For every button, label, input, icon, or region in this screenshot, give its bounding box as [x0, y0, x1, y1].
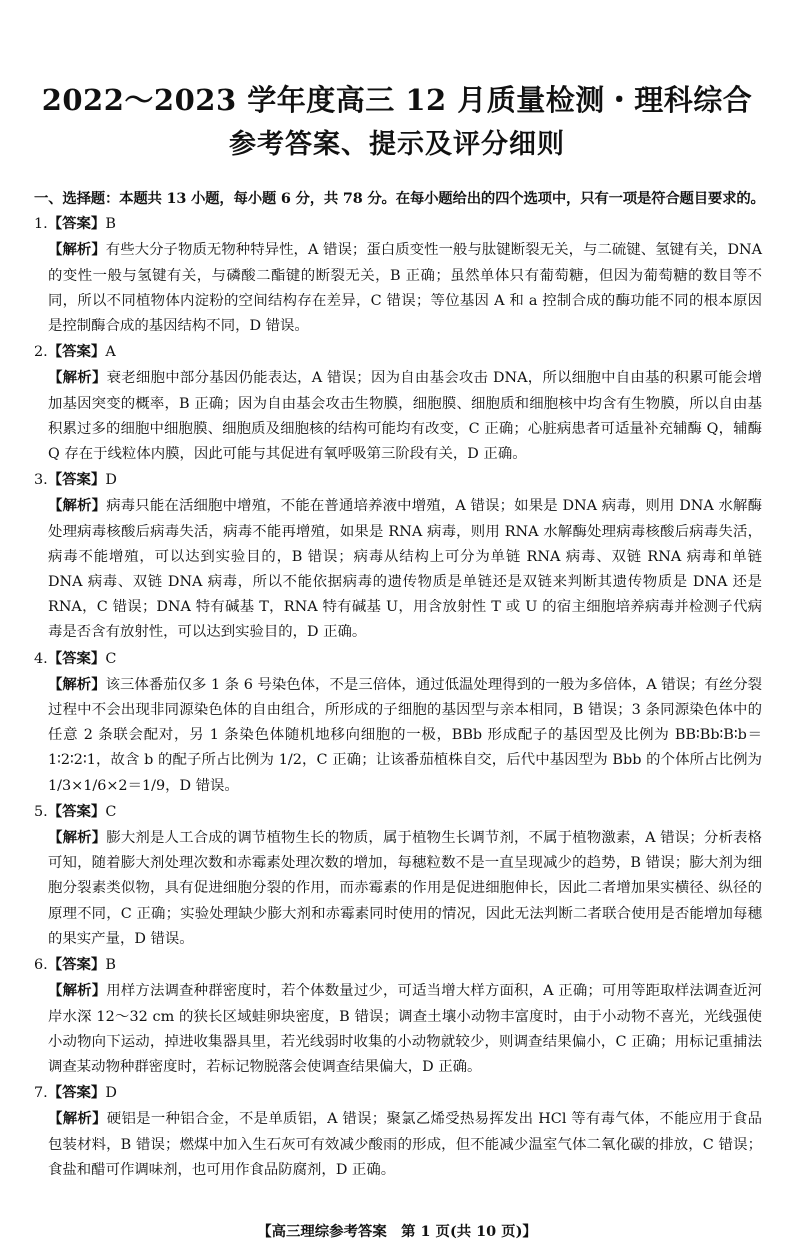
analysis-paragraph: [34, 237, 762, 339]
answer-tag: 【答案】: [47, 956, 106, 974]
question-4: [34, 646, 762, 799]
answer-tag: 【答案】: [47, 471, 106, 489]
answer-value: D: [105, 472, 117, 489]
analysis-paragraph: [34, 1106, 762, 1183]
question-2: [34, 339, 762, 467]
analysis-text: 该三体番茄仅多 1 条 6 号染色体，不是三倍体，通过低温处理得到的一般为多倍体，A 错误；有丝分裂过程中不会出现非同源染色体的自由组合，所形成的子细胞的基因型与亲本相同，B 错误；3 条同源染色体中的任意 2 条联会配对，另 1 条染色体随机地移向细胞的一极，BBb 形成配子的基因型及比例为 BB∶Bb∶B∶b＝1∶2∶2∶1，故含 b 的配子所占比例为 1/2，C 正确；让该番茄植株自交，后代中基因型为 Bbb 的个体所占比例为 1/3×1/6×2＝1/9，D 错误。: [48, 676, 762, 794]
question-7: [34, 1080, 762, 1183]
answer-value: A: [105, 344, 116, 361]
analysis-text: 硬铝是一种铝合金，不是单质铝，A 错误；聚氯乙烯受热易挥发出 HCl 等有毒气体，不能应用于食品包装材料，B 错误；燃煤中加入生石灰可有效减少酸雨的形成，但不能减少温室气体二氧化碳的排放，C 错误；食盐和醋可作调味剂，也可用作食品防腐剂，D 正确。: [48, 1111, 762, 1178]
answer-line: [34, 646, 762, 672]
analysis-tag: 【解析】: [48, 982, 107, 1000]
answer-tag: 【答案】: [47, 802, 106, 820]
question-number: 2.: [34, 344, 48, 361]
question-6: [34, 952, 762, 1080]
question-1: [34, 211, 762, 339]
question-number: 3.: [34, 472, 48, 489]
analysis-text: 用样方法调查种群密度时，若个体数量过少，可适当增大样方面积，A 正确；可用等距取样法调查近河岸水深 12～32 cm 的狭长区域蛙卵块密度，B 错误；调查土壤小动物丰富度时，由于小动物不喜光，光线强使小动物向下运动，掉进收集器具里，若光线弱时收集的小动物就较少，则调查结果偏小，C 正确；用标记重捕法调查某动物种群密度时，若标记物脱落会使调查结果偏大，D 正确。: [48, 983, 762, 1075]
answer-tag: 【答案】: [47, 1084, 106, 1102]
section-heading: 一、选择题：本题共 13 小题，每小题 6 分，共 78 分。在每小题给出的四个选项中，只有一项是符合题目要求的。: [34, 190, 765, 207]
question-number: 5.: [34, 803, 48, 820]
page-subtitle: 参考答案、提示及评分细则: [229, 129, 565, 160]
analysis-text: 病毒只能在活细胞中增殖，不能在普通培养液中增殖，A 错误；如果是 DNA 病毒，则用 DNA 水解酶处理病毒核酸后病毒失活，病毒不能再增殖，如果是 RNA 病毒，则用 RNA 水解酶处理病毒核酸后病毒失活，病毒不能增殖，可以达到实验目的，B 错误；病毒从结构上可分为单链 RNA 病毒、双链 RNA 病毒和单链 DNA 病毒、双链 DNA 病毒，所以不能依据病毒的遗传物质是单链还是双链来判断其遗传物质是 DNA 还是 RNA，C 错误；DNA 特有碱基 T，RNA 特有碱基 U，用含放射性 T 或 U 的宿主细胞培养病毒并检测子代病毒是否含有放射性，可以达到实验目的，D 正确。: [48, 498, 762, 641]
answer-line: [34, 339, 762, 365]
analysis-paragraph: [34, 672, 762, 799]
answer-line: [34, 1080, 762, 1106]
question-number: 7.: [34, 1085, 48, 1102]
analysis-tag: 【解析】: [48, 241, 106, 259]
answer-value: C: [105, 650, 117, 667]
answer-value: D: [105, 1085, 117, 1102]
answer-value: C: [105, 803, 117, 820]
question-number: 1.: [34, 216, 48, 233]
analysis-tag: 【解析】: [48, 829, 107, 847]
answer-line: [34, 467, 762, 493]
answer-tag: 【答案】: [47, 343, 106, 361]
question-3: [34, 467, 762, 645]
analysis-paragraph: [34, 978, 762, 1080]
question-5: [34, 799, 762, 952]
answer-line: [34, 952, 762, 978]
analysis-text: 有些大分子物质无物种特异性，A 错误；蛋白质变性一般与肽键断裂无关，与二硫键、氢键有关，DNA 的变性一般与氢键有关，与磷酸二酯键的断裂无关，B 正确；虽然单体只有葡萄糖，但因为葡萄糖的数目等不同，所以不同植物体内淀粉的空间结构存在差异，C 错误；等位基因 A 和 a 控制合成的酶功能不同的根本原因是控制酶合成的基因结构不同，D 错误。: [48, 242, 762, 335]
question-number: 6.: [34, 957, 48, 974]
analysis-paragraph: [34, 493, 762, 645]
answer-line: [34, 799, 762, 825]
page-title: 2022～2023 学年度高三 12 月质量检测・理科综合: [41, 83, 753, 117]
analysis-tag: 【解析】: [48, 675, 106, 693]
analysis-tag: 【解析】: [48, 497, 107, 515]
answer-tag: 【答案】: [47, 215, 106, 233]
analysis-text: 衰老细胞中部分基因仍能表达，A 错误；因为自由基会攻击 DNA，所以细胞中自由基的积累可能会增加基因突变的概率，B 正确；因为自由基会攻击生物膜，细胞膜、细胞质和细胞核中均含有生物膜，所以自由基积累过多的细胞中细胞膜、细胞质及细胞核的结构可能均有改变，C 正确；心脏病患者可适量补充辅酶 Q，辅酶 Q 存在于线粒体内膜，因此可能与其促进有氧呼吸第三阶段有关，D 正确。: [48, 370, 762, 463]
analysis-paragraph: [34, 825, 762, 952]
answer-line: [34, 211, 762, 237]
analysis-tag: 【解析】: [48, 1110, 107, 1128]
content-body: [34, 186, 765, 1183]
analysis-paragraph: [34, 365, 762, 467]
answer-value: B: [105, 216, 116, 233]
answer-value: B: [105, 957, 116, 974]
page-footer: 【高三理综参考答案 第 1 页(共 10 页)】: [257, 1223, 537, 1240]
question-number: 4.: [34, 650, 48, 667]
answer-tag: 【答案】: [47, 649, 106, 667]
analysis-text: 膨大剂是人工合成的调节植物生长的物质，属于植物生长调节剂，不属于植物激素，A 错误；分析表格可知，随着膨大剂处理次数和赤霉素处理次数的增加，每穗粒数不是一直呈现减少的趋势，B 错误；膨大剂为细胞分裂素类似物，具有促进细胞分裂的作用，而赤霉素的作用是促进细胞伸长，因此二者增加果实横径、纵径的原理不同，C 正确；实验处理缺少膨大剂和赤霉素同时使用的情况，因此无法判断二者联合使用是否能增加每穗的果实产量，D 错误。: [48, 830, 762, 947]
analysis-tag: 【解析】: [48, 369, 107, 387]
